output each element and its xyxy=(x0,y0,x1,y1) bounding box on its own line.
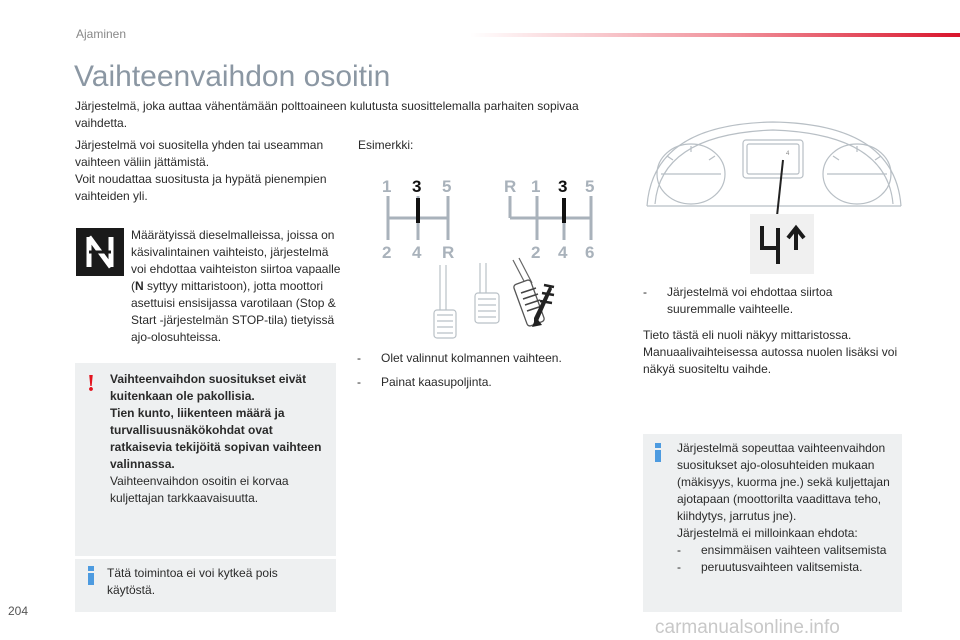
info-text: Tätä toimintoa ei voi kytkeä pois käytöstä. xyxy=(107,566,278,597)
bullet-higher-gear xyxy=(643,284,893,318)
info-adaptive-p2: Järjestelmä ei milloinkaan ehdota: xyxy=(677,526,858,540)
list-item-text: ensimmäisen vaihteen valitsemista xyxy=(701,543,887,557)
bullet-dash: - xyxy=(357,351,361,365)
bullet-third-gear xyxy=(357,350,607,367)
neutral-gear-n-icon xyxy=(76,228,124,276)
gear-right-top-1: 1 xyxy=(531,177,541,196)
warning-exclamation-icon: ! xyxy=(87,371,95,397)
col1-paragraph xyxy=(75,137,340,205)
col3-paragraph xyxy=(643,327,903,378)
gearbox-diagrams xyxy=(370,168,610,268)
warning-text xyxy=(110,371,325,507)
gear-left-bottom-r: R xyxy=(442,243,455,262)
list-item-text: peruutusvaihteen valitsemista. xyxy=(701,560,863,574)
bullet-dash: - xyxy=(357,375,361,389)
list-item xyxy=(677,559,899,576)
cluster-gear-readout: 4 xyxy=(786,151,790,157)
examples-label: Esimerkki: xyxy=(358,138,414,152)
page-title: Vaihteenvaihdon osoitin xyxy=(74,60,391,93)
gear-left-bottom-4: 4 xyxy=(412,243,422,262)
col3-p1: Tieto tästä eli nuoli näkyy mittaristossa. xyxy=(643,328,852,342)
intro-text: Järjestelmä, joka auttaa vähentämään polttoaineen kulutusta suosittelemalla parhaiten sopivaa vaihdetta. xyxy=(75,99,579,130)
bullet-dash: - xyxy=(643,285,647,299)
bullet-accelerator xyxy=(357,374,607,391)
page-number: 204 xyxy=(8,604,29,618)
gear-right-bottom-4: 4 xyxy=(558,243,568,262)
warning-normal: Vaihteenvaihdon osoitin ei korvaa kuljettajan tarkkaavaisuutta. xyxy=(110,474,289,505)
pedals-accelerator-pressed-icon xyxy=(420,255,580,345)
bullet-dash: - xyxy=(677,560,681,574)
gear-left-bottom-2: 2 xyxy=(382,243,392,262)
watermark: carmanualsonline.info xyxy=(655,617,840,638)
gear-right-bottom-2: 2 xyxy=(531,243,541,262)
gearbox-right xyxy=(510,196,591,240)
gear-right-bottom-6: 6 xyxy=(585,243,595,262)
gear-right-top-5: 5 xyxy=(585,177,595,196)
bullet-text: Olet valinnut kolmannen vaihteen. xyxy=(381,351,562,365)
warning-bold-2: Tien kunto, liikenteen määrä ja turvallisuusnäkökohdat ovat ratkaisevia tekijöitä sopivan vaihteen valinnassa. xyxy=(110,406,322,471)
bullet-dash: - xyxy=(677,543,681,557)
bullet-text: Järjestelmä voi ehdottaa siirtoa suuremmalle vaihteelle. xyxy=(667,285,833,316)
info-icon xyxy=(87,566,95,585)
section-label: Ajaminen xyxy=(76,27,127,41)
neutral-text-after: syttyy mittaristoon), jotta moottori asettuisi ensisijassa varotilaan (Stop & Start -järjestelmän STOP-tila) tietyissä ajo-olosuhteissa. xyxy=(131,279,336,344)
gear-right-top-r: R xyxy=(504,177,517,196)
gear-4-arrow-up-icon xyxy=(750,214,814,274)
neutral-paragraph xyxy=(131,227,341,346)
header-rule xyxy=(470,33,960,37)
gearbox-left xyxy=(388,196,448,240)
gear-right-top-3: 3 xyxy=(558,177,568,196)
gear-left-top-5: 5 xyxy=(442,177,452,196)
col3-p2: Manuaalivaihteisessa autossa nuolen lisäksi voi näkyä suositeltu vaihde. xyxy=(643,345,898,376)
info-text-adaptive xyxy=(677,440,899,576)
col1-p2: Voit noudattaa suositusta ja hypätä pienempien vaihteiden yli. xyxy=(75,172,327,203)
info-icon xyxy=(654,443,662,462)
warning-bold-1: Vaihteenvaihdon suositukset eivät kuitenkaan ole pakollisia. xyxy=(110,372,307,403)
list-item xyxy=(677,542,899,559)
gear-left-top-1: 1 xyxy=(382,177,392,196)
neutral-text-before: Määrätyissä dieselmalleissa, joissa on käsivalintainen vaihteisto, järjestelmä voi ehdottaa vaihteiston siirtoa vapaalle ( xyxy=(131,228,341,293)
gear-left-top-3: 3 xyxy=(412,177,422,196)
col1-p1: Järjestelmä voi suositella yhden tai useamman vaihteen väliin jättämistä. xyxy=(75,138,324,169)
neutral-letter: N xyxy=(135,279,144,293)
bullet-text: Painat kaasupoljinta. xyxy=(381,375,492,389)
info-adaptive-p1: Järjestelmä sopeuttaa vaihteenvaihdon suositukset ajo-olosuhteiden mukaan (mäkisyys, kuorma jne.) sekä kuljettajan ajotapaan (moottorilta vaadittava teho, kiihdytys, jarrutus jne). xyxy=(677,441,890,523)
